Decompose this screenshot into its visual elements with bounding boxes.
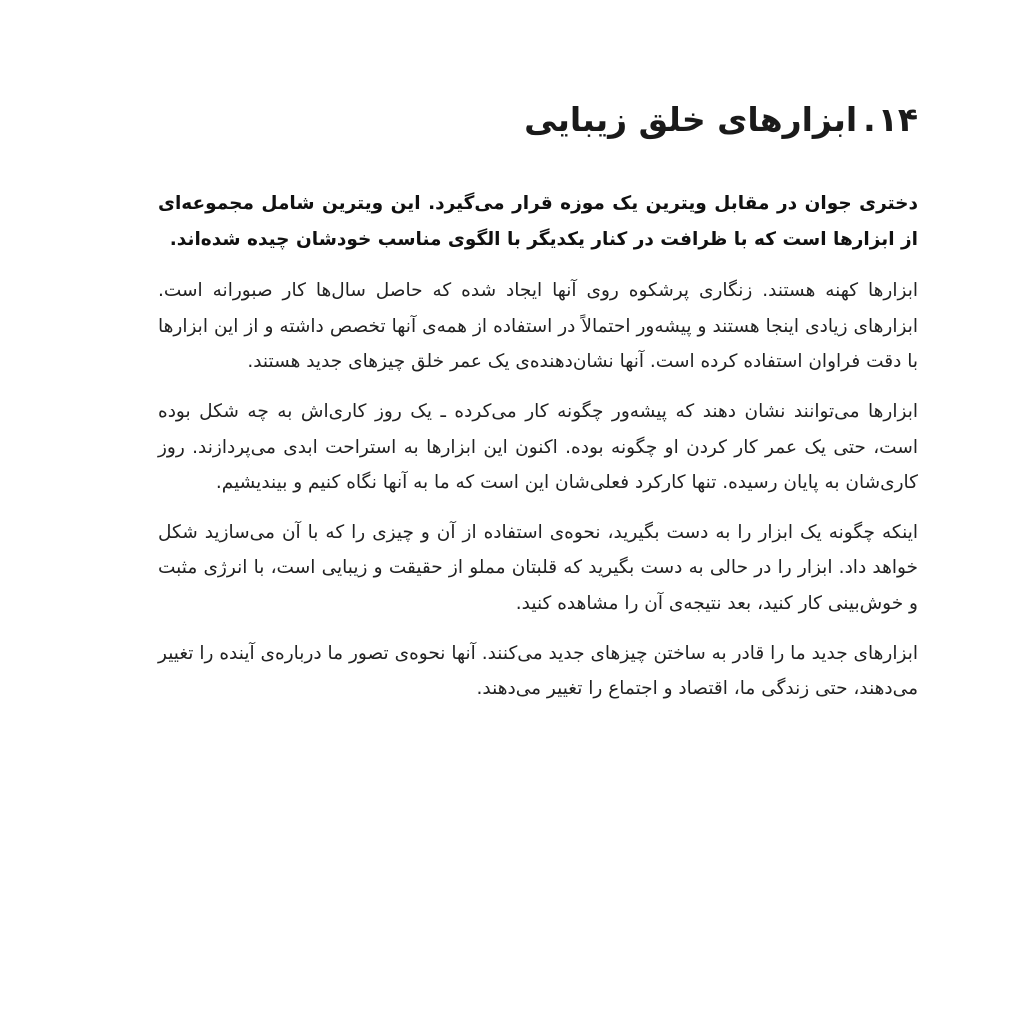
body-text bbox=[158, 186, 918, 721]
body-paragraph: ابزارها می‌توانند نشان دهند که پیشه‌ور چگونه کار می‌کرده ـ یک روز کاری‌اش به چه شکل بوده است، حتی یک عمر کار کردن او چگونه بوده. اکنون این ابزارها به استراحت ابدی می‌پردازند. روز کاری‌شان به پایان رسیده. تنها کارکرد فعلی‌شان این است که ما به آنها نگاه کنیم و بیندیشیم. bbox=[158, 400, 918, 494]
chapter-heading bbox=[158, 92, 918, 148]
chapter-title: ابزارهای خلق زیبایی bbox=[524, 100, 858, 139]
body-paragraph: ابزارهای جدید ما را قادر به ساختن چیزهای جدید می‌کنند. آنها نحوه‌ی تصور ما درباره‌ی آینده را تغییر می‌دهند، حتی زندگی ما، اقتصاد و اجتماع را تغییر می‌دهند. bbox=[158, 642, 918, 700]
lead-paragraph: دختری جوان در مقابل ویترین یک موزه قرار می‌گیرد. این ویترین شامل مجموعه‌ای از ابزارها است که با ظرافت در کنار یکدیگر با الگوی مناسب خودشان چیده شده‌اند. bbox=[158, 193, 918, 250]
body-paragraph: ابزارها کهنه هستند. زنگاری پرشکوه روی آنها ایجاد شده که حاصل سال‌ها کار صبورانه است. ابزارهای زیادی اینجا هستند و پیشه‌ور احتمالاً در استفاده از همه‌ی آنها تخصص داشته و از این ابزارها با دقت فراوان استفاده کرده است. آنها نشان‌دهنده‌ی یک عمر خلق چیزهای جدید هستند. bbox=[158, 280, 918, 373]
chapter-number-separator: . bbox=[863, 100, 876, 139]
chapter-number: ۱۴ bbox=[877, 100, 918, 139]
body-paragraph: اینکه چگونه یک ابزار را به دست بگیرید، نحوه‌ی استفاده از آن و چیزی را که با آن می‌سازید شکل خواهد داد. ابزار را در حالی به دست بگیرید که قلبتان مملو از حقیقت و زیبایی است، با انرژی مثبت و خوش‌بینی کار کنید، بعد نتیجه‌ی آن را مشاهده کنید. bbox=[158, 521, 918, 614]
